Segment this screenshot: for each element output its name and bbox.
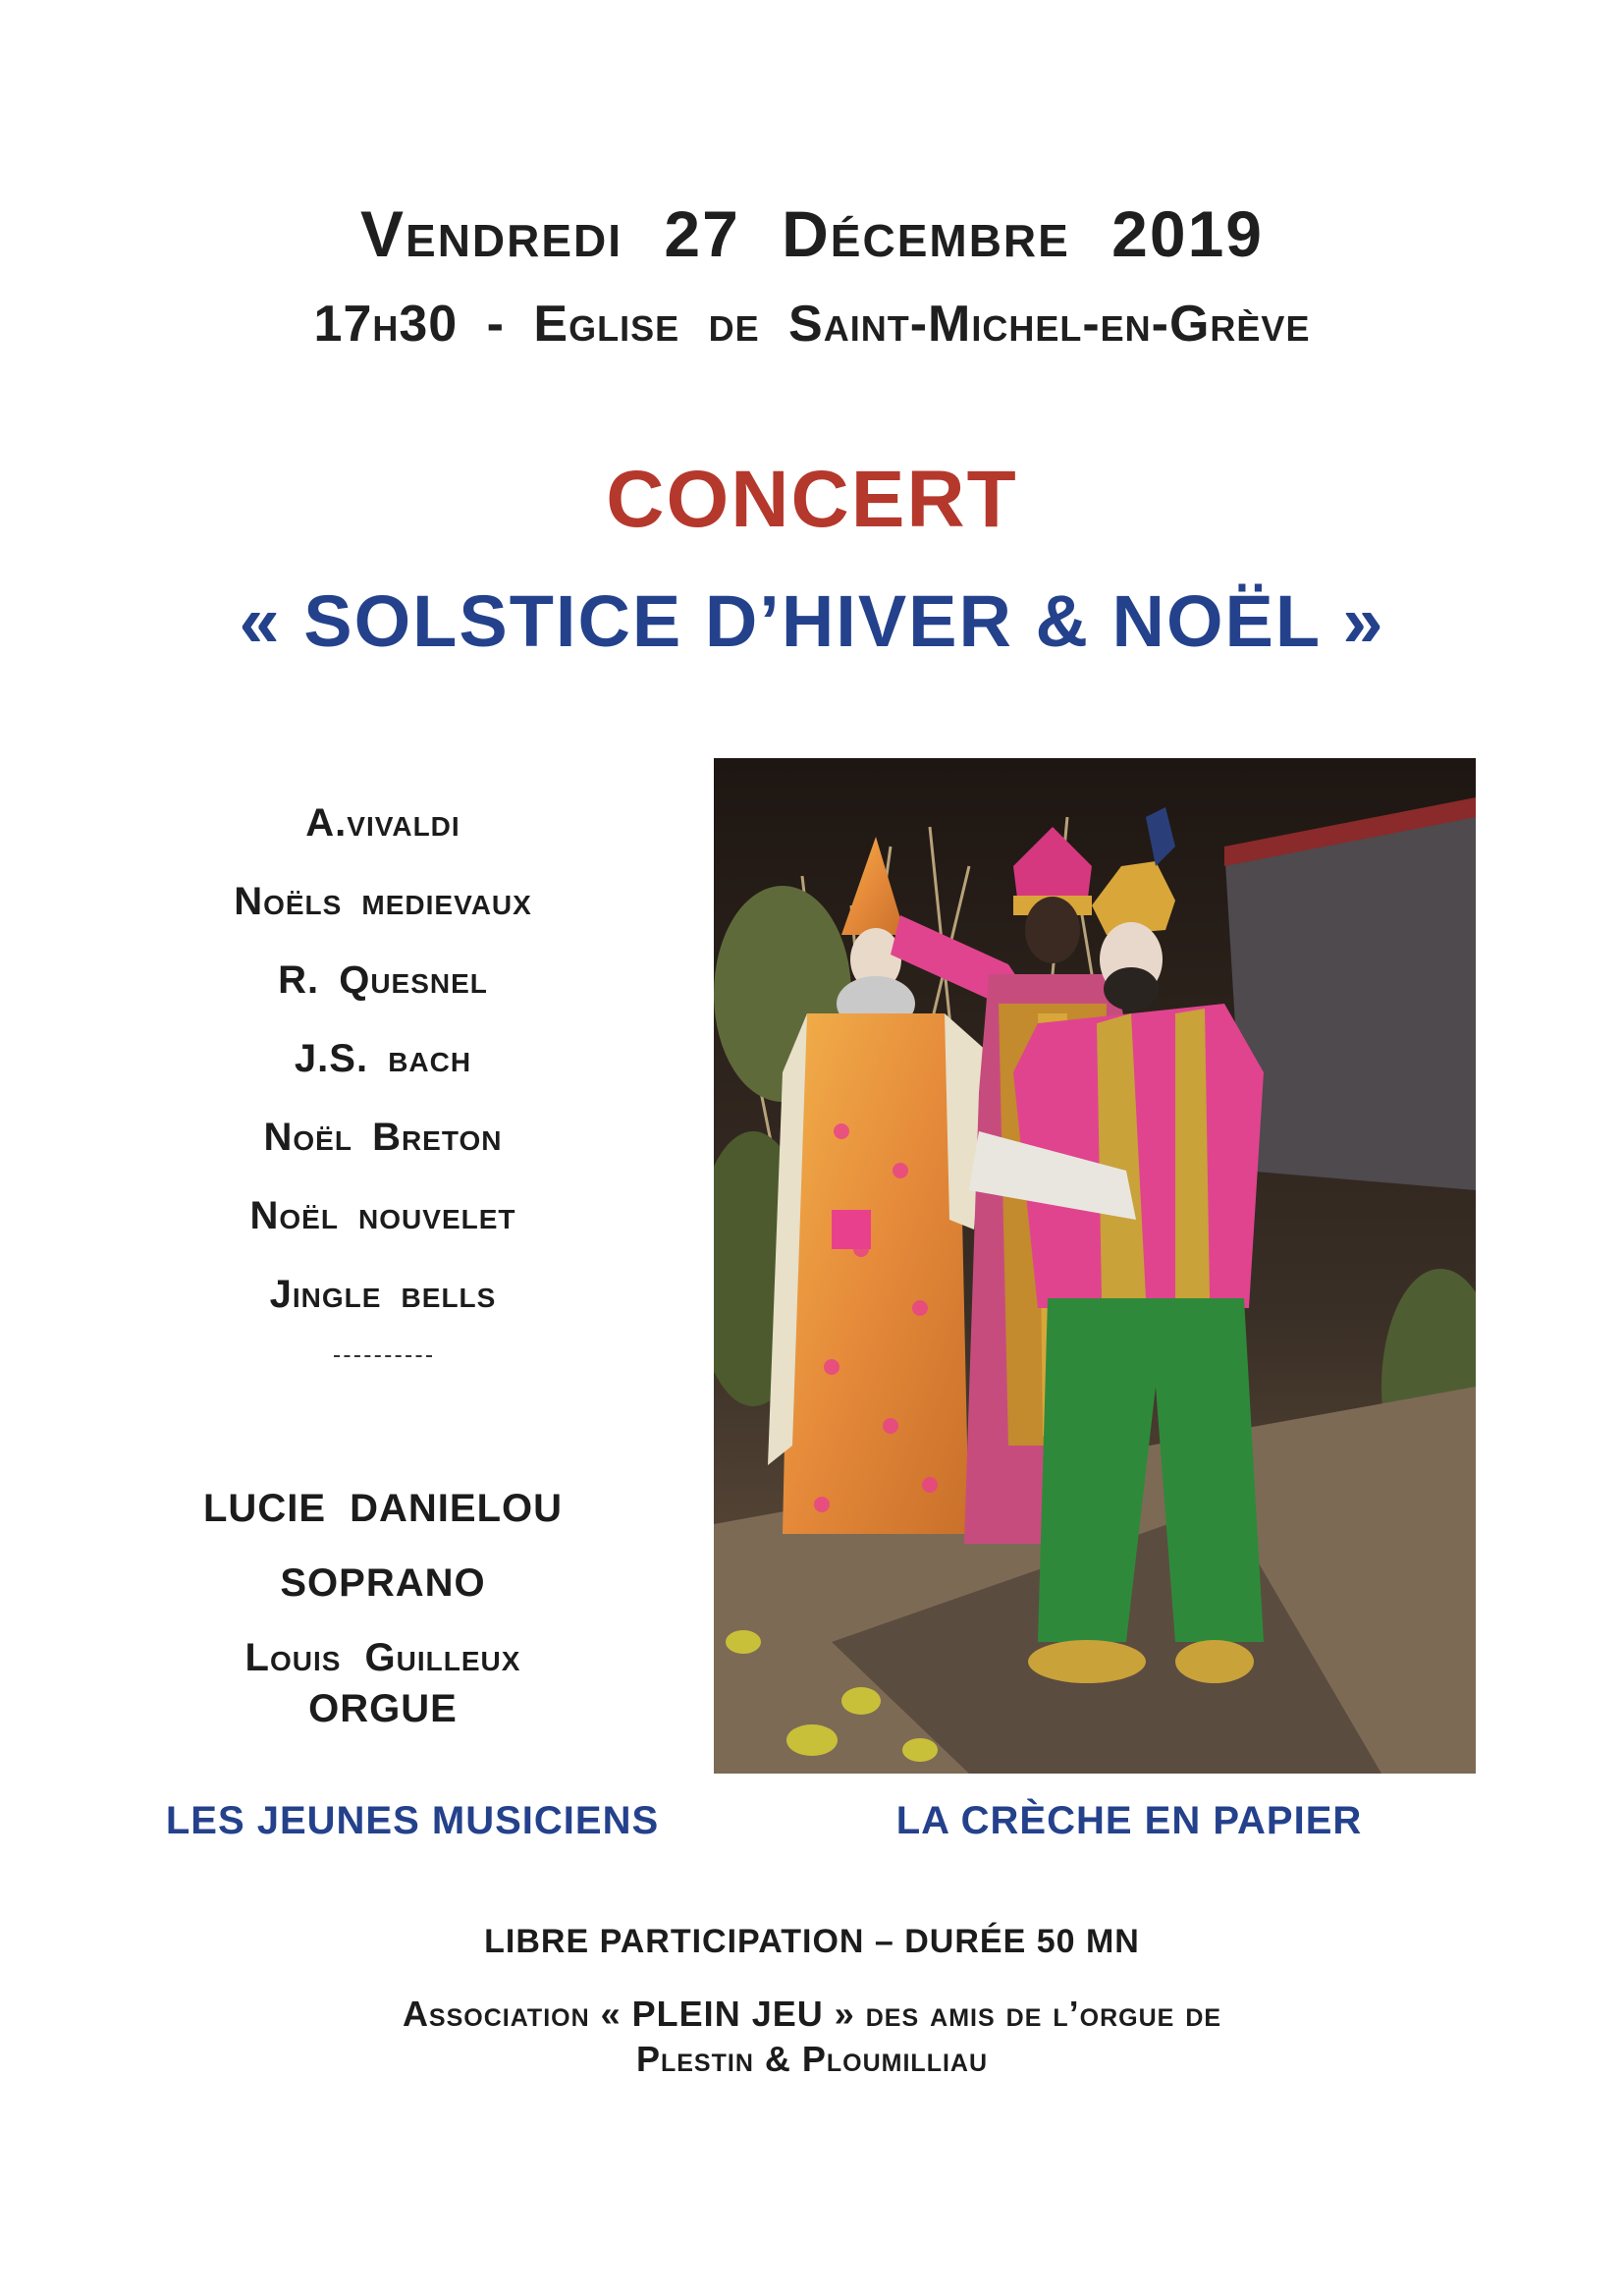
organist-role: ORGUE [308, 1687, 458, 1730]
singer-name: LUCIE DANIELOU [203, 1487, 563, 1530]
program-item: Noëls medievaux [234, 880, 532, 923]
program-item: Noël nouvelet [249, 1194, 516, 1237]
concert-title: CONCERT [606, 455, 1018, 544]
nativity-photo [714, 758, 1476, 1774]
event-date: Vendredi 27 Décembre 2019 [360, 197, 1264, 270]
performers-block [147, 1483, 619, 1734]
program-item: Noël Breton [263, 1116, 503, 1159]
paper-creche-image [714, 758, 1476, 1774]
program-item: R. Quesnel [278, 958, 488, 1002]
program-item: A.vivaldi [305, 801, 460, 845]
event-time-place: 17h30 - Eglise de Saint-Michel-en-Grève [313, 296, 1311, 353]
association-line-1: Association « PLEIN JEU » des amis de l’orgue de [402, 1994, 1222, 2034]
singer-role: SOPRANO [280, 1561, 486, 1605]
program-list [147, 793, 619, 1359]
organist-name: Louis Guilleux [244, 1636, 521, 1679]
program-item: Jingle bells [269, 1273, 497, 1316]
program-item: J.S. bach [294, 1037, 472, 1080]
participation-duration: LIBRE PARTICIPATION – DURÉE 50 MN [484, 1923, 1140, 1960]
caption-paper-creche: LA CRÈCHE EN PAPIER [895, 1799, 1363, 1842]
concert-subtitle: « SOLSTICE D’HIVER & NOËL » [239, 580, 1385, 662]
program-separator [334, 1355, 432, 1359]
association-line-2: Plestin & Ploumilliau [635, 2039, 989, 2079]
caption-young-musicians: LES JEUNES MUSICIENS [165, 1799, 660, 1842]
